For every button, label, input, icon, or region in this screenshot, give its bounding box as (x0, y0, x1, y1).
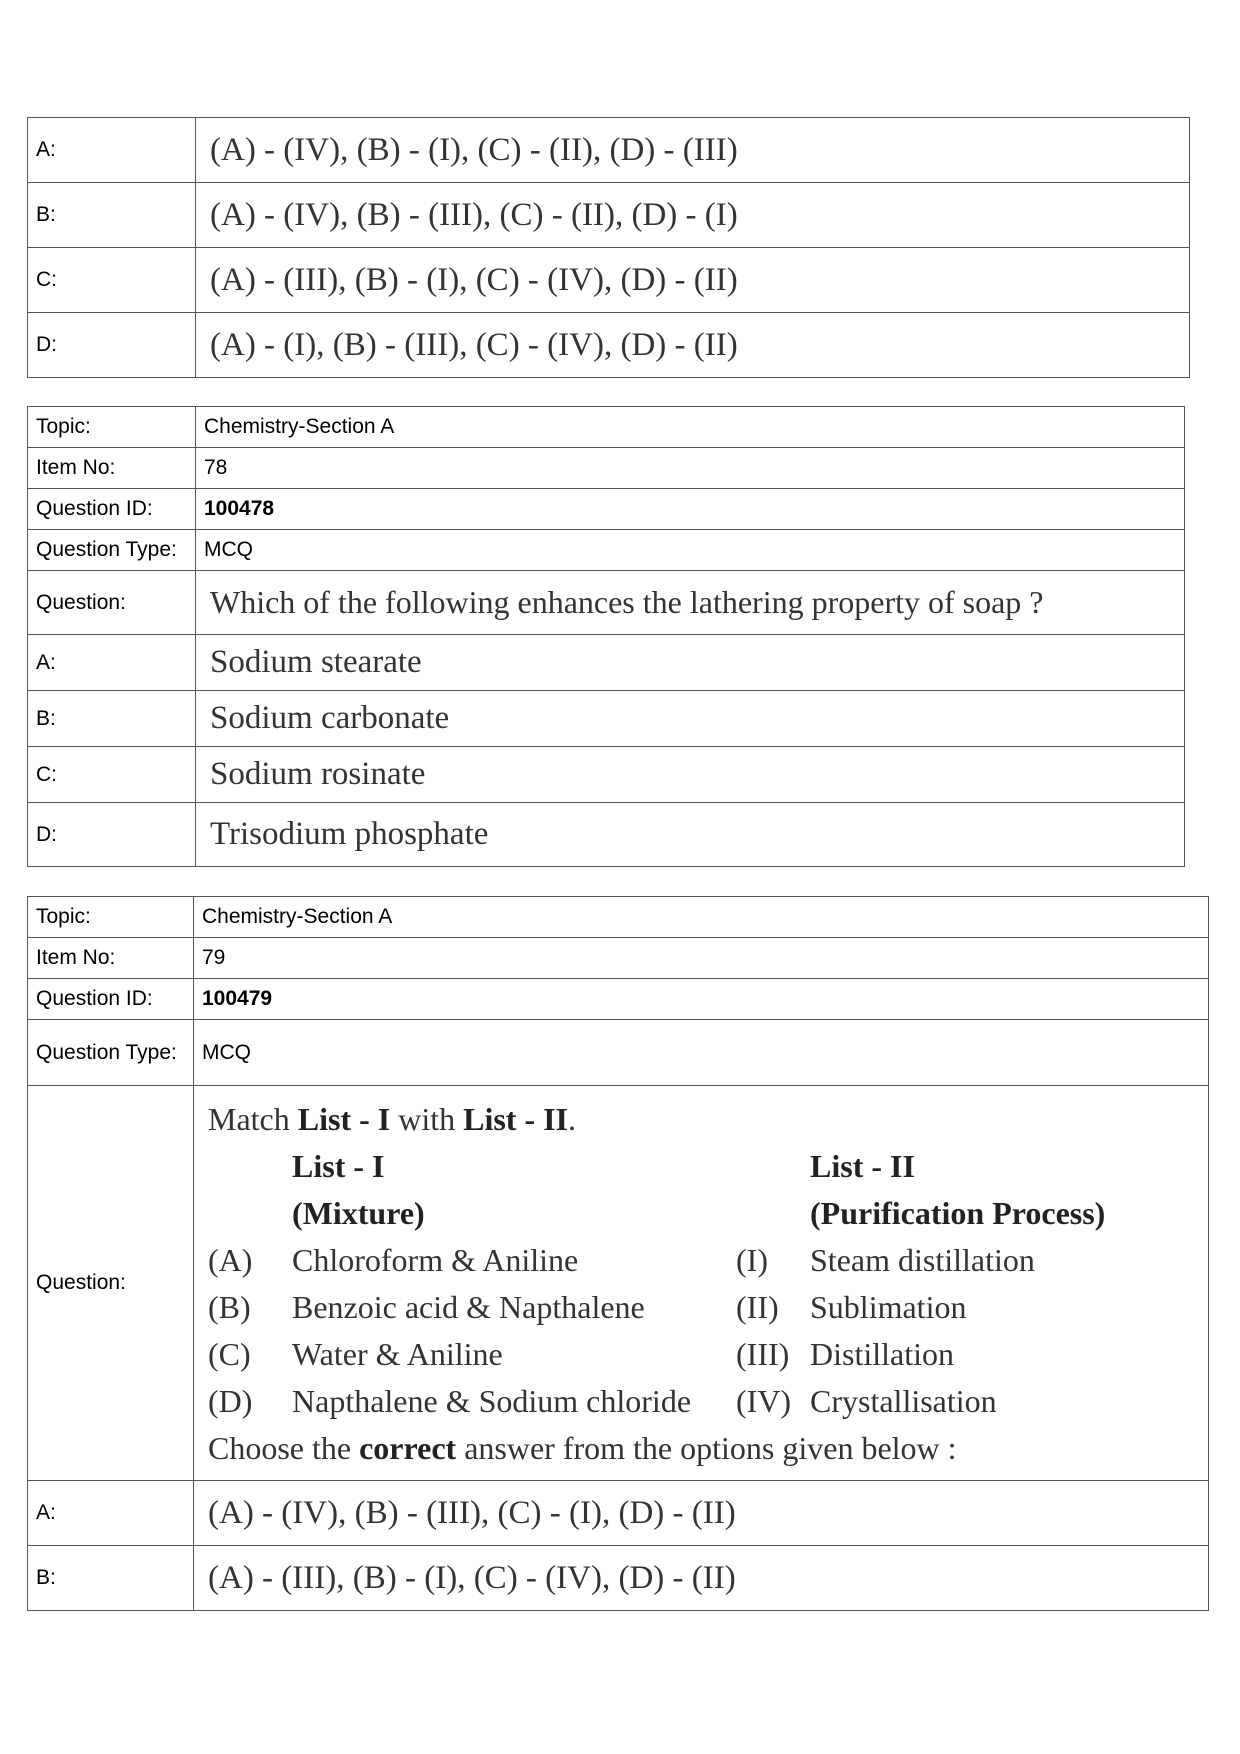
option-label: D: (28, 313, 196, 378)
left-item: Napthalene & Sodium chloride (292, 1383, 692, 1419)
option-label: A: (28, 635, 196, 691)
option-row-a (28, 118, 1190, 183)
option-text: Trisodium phosphate (196, 803, 1185, 867)
topic-value: Chemistry-Section A (196, 407, 1185, 448)
option-label: A: (28, 118, 196, 183)
match-row (208, 1237, 1198, 1284)
option-text: Sodium carbonate (196, 691, 1185, 747)
question-intro: Match List - I with List - II. (208, 1101, 576, 1137)
item-value: 78 (196, 448, 1185, 489)
option-row-b (28, 1546, 1209, 1611)
option-label: C: (28, 747, 196, 803)
question-id-label: Question ID: (28, 489, 196, 530)
option-text: (A) - (IV), (B) - (I), (C) - (II), (D) - (III) (196, 118, 1190, 183)
option-row-c (28, 747, 1185, 803)
option-row-a (28, 1481, 1209, 1546)
list-1-subtitle: (Mixture) (292, 1195, 425, 1231)
item-label: Item No: (28, 938, 194, 979)
option-text: (A) - (IV), (B) - (III), (C) - (II), (D) - (I) (196, 183, 1190, 248)
prev-question-options-table (27, 117, 1190, 378)
right-item: Steam distillation (810, 1242, 1035, 1278)
match-row (208, 1378, 1198, 1425)
question-type-label: Question Type: (28, 1020, 194, 1086)
question-78-table (27, 406, 1185, 867)
left-item: Water & Aniline (292, 1336, 503, 1372)
list-subheaders (208, 1190, 1198, 1237)
question-content (194, 1086, 1209, 1481)
option-row-b (28, 183, 1190, 248)
item-row (28, 448, 1185, 489)
question-text: Which of the following enhances the lathering property of soap ? (196, 571, 1185, 635)
option-text: (A) - (I), (B) - (III), (C) - (IV), (D) - (II) (196, 313, 1190, 378)
option-label: A: (28, 1481, 194, 1546)
right-key: (I) (736, 1242, 768, 1278)
option-label: D: (28, 803, 196, 867)
option-row-d (28, 313, 1190, 378)
topic-row (28, 407, 1185, 448)
item-value: 79 (194, 938, 1209, 979)
right-item: Sublimation (810, 1289, 967, 1325)
topic-value: Chemistry-Section A (194, 897, 1209, 938)
option-label: B: (28, 691, 196, 747)
option-row-a (28, 635, 1185, 691)
left-key: (B) (208, 1289, 251, 1325)
topic-row (28, 897, 1209, 938)
list-2-subtitle: (Purification Process) (810, 1195, 1106, 1231)
option-row-d (28, 803, 1185, 867)
match-row (208, 1284, 1198, 1331)
question-id-value: 100479 (194, 979, 1209, 1020)
option-label: B: (28, 183, 196, 248)
option-label: C: (28, 248, 196, 313)
list-1-title: List - I (292, 1148, 385, 1184)
right-key: (IV) (736, 1383, 792, 1419)
topic-label: Topic: (28, 407, 196, 448)
right-item: Distillation (810, 1336, 954, 1372)
match-row (208, 1331, 1198, 1378)
question-row (28, 571, 1185, 635)
topic-label: Topic: (28, 897, 194, 938)
question-79-table (27, 896, 1209, 1611)
question-instruction: Choose the correct answer from the options given below : (208, 1430, 957, 1466)
right-key: (III) (736, 1336, 790, 1372)
left-key: (D) (208, 1383, 253, 1419)
question-type-row (28, 530, 1185, 571)
right-item: Crystallisation (810, 1383, 997, 1419)
left-item: Chloroform & Aniline (292, 1242, 579, 1278)
question-row (28, 1086, 1209, 1481)
question-type-value: MCQ (196, 530, 1185, 571)
question-type-row (28, 1020, 1209, 1086)
question-type-value: MCQ (194, 1020, 1209, 1086)
question-label: Question: (28, 571, 196, 635)
option-row-c (28, 248, 1190, 313)
item-row (28, 938, 1209, 979)
option-text: (A) - (III), (B) - (I), (C) - (IV), (D) - (II) (194, 1546, 1209, 1611)
left-key: (C) (208, 1336, 251, 1372)
left-key: (A) (208, 1242, 253, 1278)
option-text: (A) - (III), (B) - (I), (C) - (IV), (D) - (II) (196, 248, 1190, 313)
question-id-label: Question ID: (28, 979, 194, 1020)
list-2-title: List - II (810, 1148, 915, 1184)
option-text: Sodium rosinate (196, 747, 1185, 803)
question-id-row (28, 979, 1209, 1020)
left-item: Benzoic acid & Napthalene (292, 1289, 645, 1325)
option-text: (A) - (IV), (B) - (III), (C) - (I), (D) - (II) (194, 1481, 1209, 1546)
question-id-row (28, 489, 1185, 530)
question-id-value: 100478 (196, 489, 1185, 530)
item-label: Item No: (28, 448, 196, 489)
option-text: Sodium stearate (196, 635, 1185, 691)
option-row-b (28, 691, 1185, 747)
list-headers (208, 1143, 1198, 1190)
right-key: (II) (736, 1289, 779, 1325)
option-label: B: (28, 1546, 194, 1611)
question-label: Question: (28, 1086, 194, 1481)
question-type-label: Question Type: (28, 530, 196, 571)
